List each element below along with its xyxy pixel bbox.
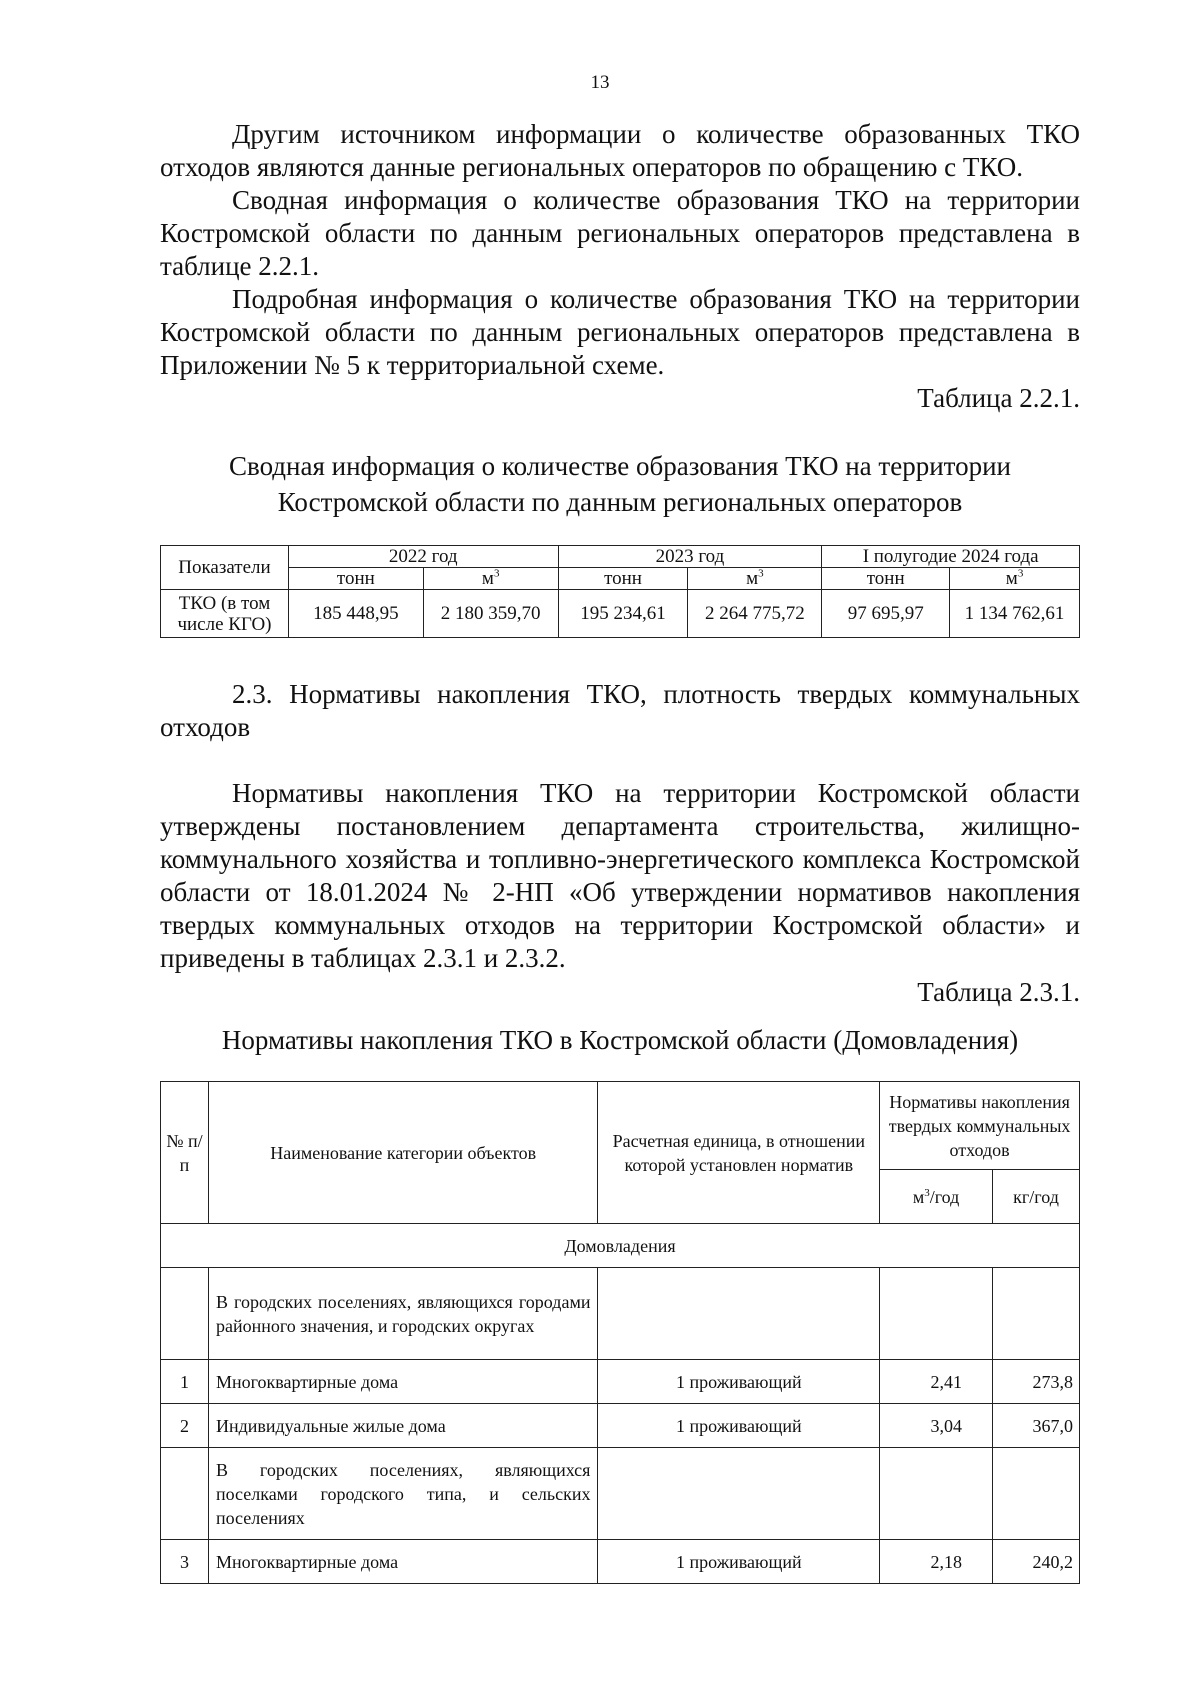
row-kg: 240,2: [993, 1540, 1080, 1584]
header-period-2024h1: I полугодие 2024 года: [822, 546, 1080, 568]
paragraph-1-line-2: отходов являются данные региональных операторов по обращению с ТКО.: [160, 152, 1023, 182]
table-2-2-1-label: Таблица 2.2.1.: [917, 383, 1080, 413]
value-2023-tonnes: 195 234,61: [558, 590, 688, 638]
page-number: 13: [590, 72, 610, 93]
header-category: Наименование категории объектов: [208, 1082, 598, 1224]
row-label-tko: ТКО (в том числе КГО): [161, 590, 289, 638]
caption-line-1: Сводная информация о количестве образования ТКО на территории: [229, 451, 1011, 481]
row-unit: 1 проживающий: [598, 1404, 880, 1448]
row-kg: 367,0: [993, 1404, 1080, 1448]
unit-cubic: $м^3$: [423, 568, 558, 590]
header-num: № п/п: [161, 1082, 209, 1224]
header-m3-per-year: $м^3$/год: [880, 1170, 993, 1224]
table-2-2-1-caption: [160, 448, 1080, 520]
header-unit: Расчетная единица, в отношении которой установлен норматив: [598, 1082, 880, 1224]
value-2023-cubic: 2 264 775,72: [688, 590, 822, 638]
section-row-households: Домовладения: [161, 1224, 1080, 1268]
row-num: 2: [161, 1404, 209, 1448]
paragraph-3: Подробная информация о количестве образования ТКО на территории Костромской области по данным региональных операторов представлена в Приложении № 5 к территориальной схеме.: [160, 284, 1080, 380]
table-2-2-1: [160, 545, 1080, 638]
value-2024h1-tonnes: 97 695,97: [822, 590, 950, 638]
group-title: В городских поселениях, являющихся поселками городского типа, и сельских поселениях: [208, 1448, 598, 1540]
value-2024h1-cubic: 1 134 762,61: [950, 590, 1080, 638]
row-m3: 2,18: [880, 1540, 993, 1584]
value-2022-tonnes: 185 448,95: [288, 590, 423, 638]
unit-cubic: $м^3$: [950, 568, 1080, 590]
paragraph-2: Сводная информация о количестве образования ТКО на территории Костромской области по данным региональных операторов представлена в таблице 2.2.1.: [160, 185, 1080, 281]
header-period-2022: 2022 год: [288, 546, 558, 568]
table-row: [161, 1404, 1080, 1448]
table-2-3-1-caption: Нормативы накопления ТКО в Костромской области (Домовладения): [221, 1025, 1019, 1055]
paragraph-1-line-1: Другим источником информации о количестве образованных ТКО: [232, 119, 1080, 149]
row-m3: 3,04: [880, 1404, 993, 1448]
row-unit: 1 проживающий: [598, 1360, 880, 1404]
unit-cubic: $м^3$: [688, 568, 822, 590]
header-indicators: Показатели: [161, 546, 289, 590]
row-m3: 2,41: [880, 1360, 993, 1404]
value-2022-cubic: 2 180 359,70: [423, 590, 558, 638]
header-period-2023: 2023 год: [558, 546, 822, 568]
table-row: [161, 1360, 1080, 1404]
row-kg: 273,8: [993, 1360, 1080, 1404]
unit-tonnes: тонн: [822, 568, 950, 590]
row-num: 3: [161, 1540, 209, 1584]
row-category: Многоквартирные дома: [208, 1360, 598, 1404]
table-row: [161, 1540, 1080, 1584]
row-unit: 1 проживающий: [598, 1540, 880, 1584]
row-category: Индивидуальные жилые дома: [208, 1404, 598, 1448]
row-category: Многоквартирные дома: [208, 1540, 598, 1584]
section-heading: 2.3. Нормативы накопления ТКО, плотность твердых коммунальных отходов: [160, 679, 1080, 742]
section-paragraph: Нормативы накопления ТКО на территории Костромской области утверждены постановлением департамента строительства, жилищно-коммунального хозяйства и топливно-энергетического комплекса Костромской области от 18.01.2024 № 2-НП «Об утверждении нормативов накопления твердых коммунальных отходов на территории Костромской области» и приведены в таблицах 2.3.1 и 2.3.2.: [160, 778, 1080, 973]
table-2-3-1: [160, 1081, 1080, 1584]
unit-tonnes: тонн: [288, 568, 423, 590]
header-norms: Нормативы накопления твердых коммунальных отходов: [880, 1082, 1080, 1170]
unit-tonnes: тонн: [558, 568, 688, 590]
header-kg-per-year: кг/год: [993, 1170, 1080, 1224]
row-num: 1: [161, 1360, 209, 1404]
caption-line-2: Костромской области по данным региональных операторов: [277, 487, 963, 517]
table-2-3-1-label: Таблица 2.3.1.: [917, 977, 1080, 1007]
group-title: В городских поселениях, являющихся городами районного значения, и городских округах: [208, 1268, 598, 1360]
